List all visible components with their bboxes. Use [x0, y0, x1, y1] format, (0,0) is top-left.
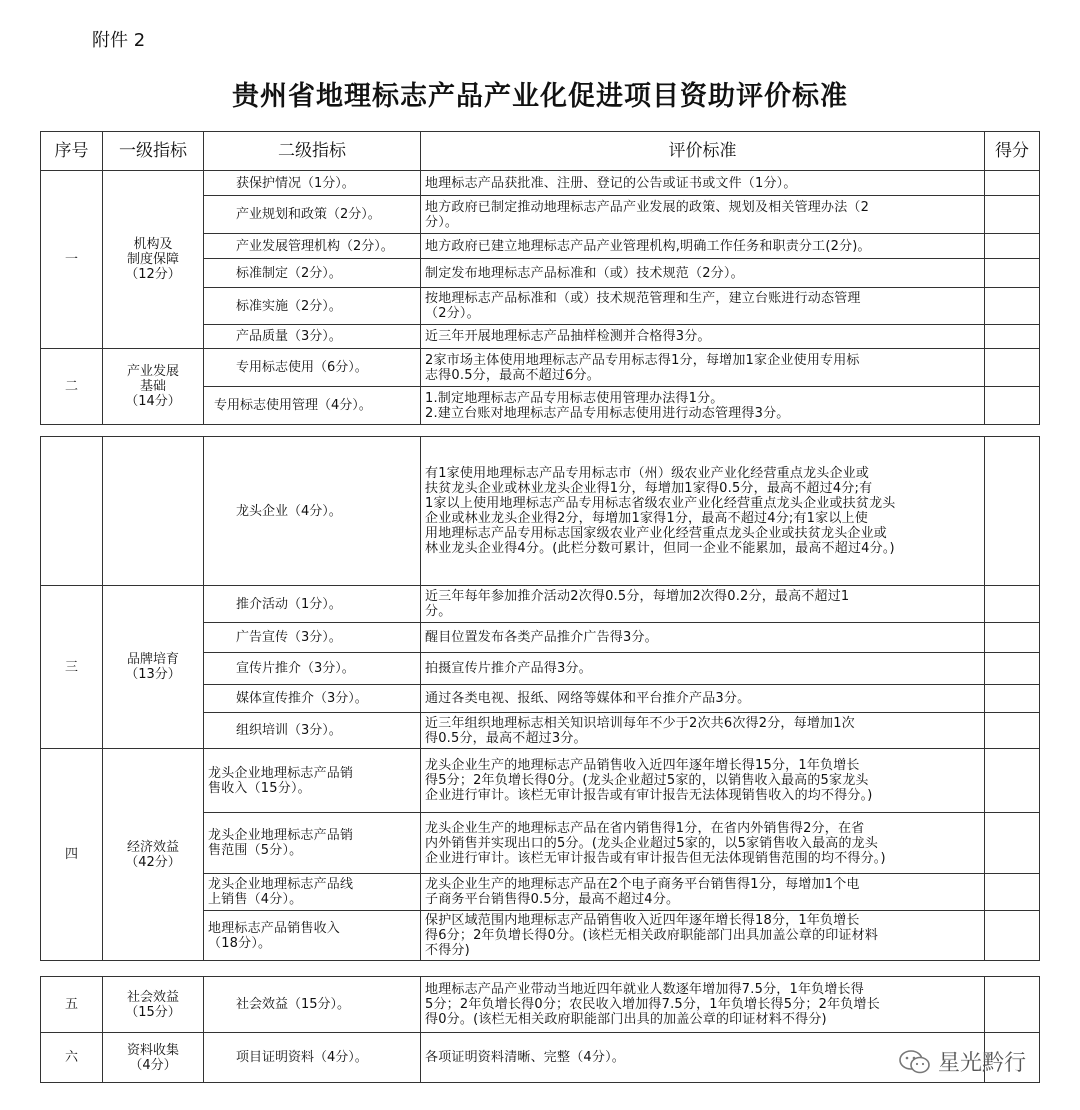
criteria-text: 近三年开展地理标志产品抽样检测并合格得3分。: [421, 325, 985, 349]
score-cell[interactable]: [985, 813, 1040, 874]
criteria-text: 保护区域范围内地理标志产品销售收入近四年逐年增长得18分，1年负增长 得6分；2年负增长得0分。(该栏无相关政府职能部门出具加盖公章的印证材料 不得分): [421, 911, 985, 961]
watermark: [898, 1046, 1026, 1077]
score-cell[interactable]: [985, 288, 1040, 325]
table-row: [41, 749, 1040, 813]
level2-item: 专用标志使用管理（4分）。: [204, 387, 421, 425]
score-cell[interactable]: [985, 437, 1040, 586]
criteria-text: 龙头企业生产的地理标志产品在省内销售得1分，在省内外销售得2分，在省 内外销售并实现出口的5分。(龙头企业超过5家的，以5家销售收入最高的龙头 企业进行审计。该栏无审计报告或有审计报告但无法体现销售范围的均不得分。): [421, 813, 985, 874]
score-cell[interactable]: [985, 977, 1040, 1033]
group-no-empty: [41, 437, 103, 586]
criteria-text: 各项证明资料清晰、完整（4分）。: [421, 1033, 985, 1083]
watermark-text: 星光黔行: [938, 1051, 1027, 1076]
level2-item: 龙头企业（4分）。: [204, 437, 421, 586]
group-name: 经济效益 （42分）: [103, 749, 204, 961]
group-no: 二: [41, 349, 103, 425]
score-cell[interactable]: [985, 874, 1040, 911]
criteria-text: 醒目位置发布各类产品推介广告得3分。: [421, 623, 985, 653]
level2-item: 标准实施（2分）。: [204, 288, 421, 325]
score-cell[interactable]: [985, 259, 1040, 288]
group-name: 资料收集 （4分）: [103, 1033, 204, 1083]
header-level2: 二级指标: [204, 132, 421, 171]
group-name-empty: [103, 437, 204, 586]
level2-item: 产业规划和政策（2分）。: [204, 196, 421, 234]
level2-item: 龙头企业地理标志产品线 上销售（4分）。: [204, 874, 421, 911]
criteria-text: 制定发布地理标志产品标准和（或）技术规范（2分）。: [421, 259, 985, 288]
score-cell[interactable]: [985, 196, 1040, 234]
level2-item: 媒体宣传推介（3分）。: [204, 685, 421, 713]
group-no: 三: [41, 586, 103, 749]
table-row: [41, 1033, 1040, 1083]
criteria-text: 龙头企业生产的地理标志产品在2个电子商务平台销售得1分，每增加1个电 子商务平台销售得0.5分，最高不超过4分。: [421, 874, 985, 911]
score-cell[interactable]: [985, 911, 1040, 961]
level2-item: 龙头企业地理标志产品销 售范围（5分）。: [204, 813, 421, 874]
level2-item: 宣传片推介（3分）。: [204, 653, 421, 685]
table-row: [41, 349, 1040, 387]
table-row: [41, 977, 1040, 1033]
level2-item: 专用标志使用（6分）。: [204, 349, 421, 387]
criteria-text: 按地理标志产品标准和（或）技术规范管理和生产，建立台账进行动态管理 （2分）。: [421, 288, 985, 325]
criteria-text: 地理标志产品获批准、注册、登记的公告或证书或文件（1分）。: [421, 171, 985, 196]
criteria-table-part1: [40, 131, 1040, 425]
score-cell[interactable]: [985, 387, 1040, 425]
score-cell[interactable]: [985, 713, 1040, 749]
header-score: 得分: [985, 132, 1040, 171]
criteria-text: 近三年每年参加推介活动2次得0.5分，每增加2次得0.2分，最高不超过1 分。: [421, 586, 985, 623]
header-no: 序号: [41, 132, 103, 171]
table-row: [41, 171, 1040, 196]
level2-item: 产品质量（3分）。: [204, 325, 421, 349]
criteria-text: 地理标志产品产业带动当地近四年就业人数逐年增加得7.5分，1年负增长得 5分；2年负增长得0分；农民收入增加得7.5分，1年负增长得5分；2年负增长 得0分。(该栏无相关政府职能部门出具的加盖公章的印证材料不得分): [421, 977, 985, 1033]
level2-item: 龙头企业地理标志产品销 售收入（15分）。: [204, 749, 421, 813]
score-cell[interactable]: [985, 685, 1040, 713]
criteria-text: 2家市场主体使用地理标志产品专用标志得1分，每增加1家企业使用专用标 志得0.5分，最高不超过6分。: [421, 349, 985, 387]
score-cell[interactable]: [985, 653, 1040, 685]
criteria-text: 通过各类电视、报纸、网络等媒体和平台推介产品3分。: [421, 685, 985, 713]
criteria-table-part2: [40, 436, 1040, 961]
score-cell[interactable]: [985, 234, 1040, 259]
group-no: 一: [41, 171, 103, 349]
document-title: 贵州省地理标志产品产业化促进项目资助评价标准: [232, 81, 848, 112]
criteria-text: 近三年组织地理标志相关知识培训每年不少于2次共6次得2分，每增加1次 得0.5分，最高不超过3分。: [421, 713, 985, 749]
group-name: 品牌培育 （13分）: [103, 586, 204, 749]
score-cell[interactable]: [985, 171, 1040, 196]
criteria-table-part3: [40, 976, 1040, 1083]
group-name: 产业发展 基础 （14分）: [103, 349, 204, 425]
table-row: [41, 586, 1040, 623]
score-cell[interactable]: [985, 349, 1040, 387]
level2-item: 推介活动（1分）。: [204, 586, 421, 623]
criteria-text: 有1家使用地理标志产品专用标志市（州）级农业产业化经营重点龙头企业或 扶贫龙头企业或林业龙头企业得1分，每增加1家得0.5分，最高不超过4分;有 1家以上使用地理标志产品专用标志省级农业产业化经营重点龙头企业或扶贫龙头 企业或林业龙头企业得2分，每增加1家得1分，最高不超过4分;有1家以上使 用地理标志产品专用标志国家级农业产业化经营重点龙头企业或扶贫龙头企业或 林业龙头企业得4分。(此栏分数可累计，但同一企业不能累加，最高不超过4分。): [421, 437, 985, 586]
attachment-label: 附件 2: [92, 30, 146, 51]
header-criteria: 评价标准: [421, 132, 985, 171]
level2-item: 地理标志产品销售收入 （18分）。: [204, 911, 421, 961]
level2-item: 获保护情况（1分）。: [204, 171, 421, 196]
score-cell[interactable]: [985, 623, 1040, 653]
criteria-text: 1.制定地理标志产品专用标志使用管理办法得1分。 2.建立台账对地理标志产品专用标志使用进行动态管理得3分。: [421, 387, 985, 425]
group-no: 五: [41, 977, 103, 1033]
level2-item: 广告宣传（3分）。: [204, 623, 421, 653]
group-name: 社会效益 （15分）: [103, 977, 204, 1033]
score-cell[interactable]: [985, 749, 1040, 813]
criteria-text: 地方政府已建立地理标志产品产业管理机构,明确工作任务和职责分工(2分)。: [421, 234, 985, 259]
criteria-text: 龙头企业生产的地理标志产品销售收入近四年逐年增长得15分，1年负增长 得5分；2年负增长得0分。(龙头企业超过5家的，以销售收入最高的5家龙头 企业进行审计。该栏无审计报告或有审计报告无法体现销售收入的均不得分。): [421, 749, 985, 813]
table-header-row: [41, 132, 1040, 171]
header-level1: 一级指标: [103, 132, 204, 171]
level2-item: 组织培训（3分）。: [204, 713, 421, 749]
score-cell[interactable]: [985, 325, 1040, 349]
group-name: 机构及 制度保障 （12分）: [103, 171, 204, 349]
group-no: 四: [41, 749, 103, 961]
wechat-icon: [898, 1049, 932, 1075]
level2-item: 社会效益（15分）。: [204, 977, 421, 1033]
group-no: 六: [41, 1033, 103, 1083]
table-row: [41, 437, 1040, 586]
level2-item: 标准制定（2分）。: [204, 259, 421, 288]
level2-item: 项目证明资料（4分）。: [204, 1033, 421, 1083]
score-cell[interactable]: [985, 586, 1040, 623]
criteria-text: 拍摄宣传片推介产品得3分。: [421, 653, 985, 685]
criteria-text: 地方政府已制定推动地理标志产品产业发展的政策、规划及相关管理办法（2 分）。: [421, 196, 985, 234]
level2-item: 产业发展管理机构（2分）。: [204, 234, 421, 259]
